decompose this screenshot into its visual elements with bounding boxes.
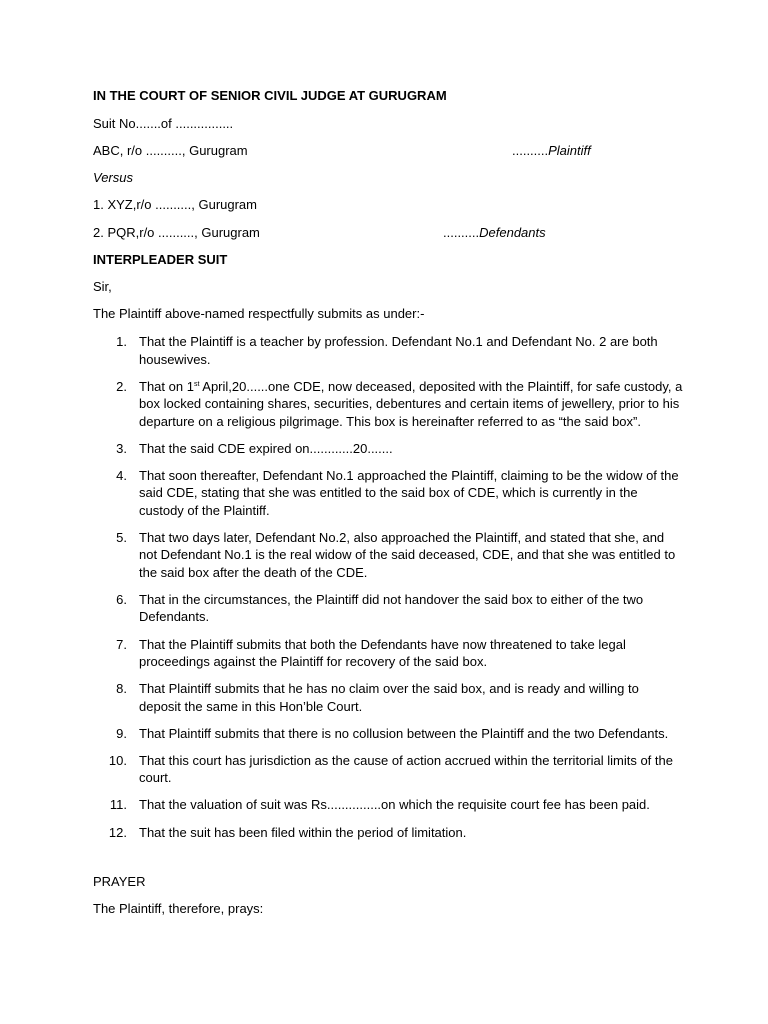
item-number: 12.	[108, 824, 127, 840]
suit-number: Suit No.......of ................	[93, 116, 234, 131]
plaintiff-role-text: Plaintiff	[548, 143, 591, 158]
defendant-1-line: 1. XYZ,r/o .........., Gurugram	[93, 197, 257, 212]
defendants-role-label	[443, 224, 546, 242]
list-item	[93, 680, 683, 715]
item-text: That the suit has been filed within the period of limitation.	[139, 824, 467, 840]
defendant-2-line: 2. PQR,r/o .........., Gurugram	[93, 225, 260, 240]
item-text: That the Plaintiff submits that both the Defendants have now threatened to take legal proceedings against the Plaintiff for recovery of the said box.	[139, 636, 626, 670]
item-text: That Plaintiff submits that he has no claim over the said box, and is ready and willing to deposit the same in this Hon’ble Court.	[139, 681, 639, 714]
list-item	[93, 725, 683, 743]
list-item	[93, 529, 683, 582]
suit-title: INTERPLEADER SUIT	[93, 252, 228, 267]
versus-label: Versus	[93, 170, 133, 185]
list-item	[93, 796, 683, 814]
list-item	[93, 752, 683, 787]
defendants-role-text: Defendants	[479, 225, 546, 240]
item-number: 8.	[116, 681, 127, 697]
item-number: 7.	[116, 636, 127, 652]
item-number: 5.	[116, 529, 127, 545]
item-number: 11.	[109, 797, 127, 813]
item-text: That the said CDE expired on............20.......	[139, 440, 393, 456]
item-text: That the Plaintiff is a teacher by profession. Defendant No.1 and Defendant No. 2 are both housewives.	[139, 334, 658, 367]
item-text: That soon thereafter, Defendant No.1 approached the Plaintiff, claiming to be the widow of the said CDE, stating that she was entitled to the said box of CDE, which is currently in the custody of the Plaintiff.	[139, 467, 679, 518]
item-number: 9.	[116, 725, 127, 741]
item-number: 1.	[116, 334, 127, 349]
list-item	[93, 333, 683, 368]
list-item	[93, 591, 683, 626]
plaintiff-role-dots: ..........	[512, 143, 549, 158]
item-text: That this court has jurisdiction as the cause of action accrued within the territorial limits of the court.	[139, 752, 673, 786]
list-item	[93, 440, 683, 458]
prayer-intro: The Plaintiff, therefore, prays:	[93, 901, 264, 916]
item-text: That Plaintiff submits that there is no collusion between the Plaintiff and the two Defendants.	[139, 725, 669, 741]
salutation: Sir,	[93, 279, 112, 294]
submission-list	[93, 333, 683, 851]
item-text: That two days later, Defendant No.2, also approached the Plaintiff, and stated that she, and not Defendant No.1 is the real widow of the said deceased, CDE, and that she was entitled to the said box after the death of the CDE.	[139, 529, 676, 580]
item-number: 2.	[116, 378, 127, 394]
intro-paragraph: The Plaintiff above-named respectfully submits as under:-	[93, 306, 425, 321]
plaintiff-name-line: ABC, r/o .........., Gurugram	[93, 143, 248, 158]
list-item	[93, 636, 683, 671]
defendants-role-dots: ..........	[443, 225, 480, 240]
item-text: That the valuation of suit was Rs...............on which the requisite court fee has been paid.	[139, 797, 650, 813]
item-number: 3.	[116, 440, 127, 456]
list-item	[93, 378, 683, 431]
list-item	[93, 467, 683, 520]
item-number: 4.	[116, 467, 127, 483]
prayer-heading: PRAYER	[93, 874, 146, 889]
item-text: That on 1st April,20......one CDE, now deceased, deposited with the Plaintiff, for safe custody, a box locked containing shares, securities, debentures and certain items of jewellery, prior to his departure on a religious pilgrimage. This box is hereinafter referred to as “the said box”.	[139, 378, 683, 429]
list-item	[93, 824, 683, 842]
item-text: That in the circumstances, the Plaintiff did not handover the said box to either of the two Defendants.	[139, 591, 644, 625]
superscript: st	[193, 380, 200, 388]
court-heading: IN THE COURT OF SENIOR CIVIL JUDGE AT GURUGRAM	[93, 88, 447, 103]
item-number: 10.	[108, 752, 127, 768]
item-number: 6.	[116, 591, 127, 607]
plaintiff-role-label	[512, 142, 591, 160]
